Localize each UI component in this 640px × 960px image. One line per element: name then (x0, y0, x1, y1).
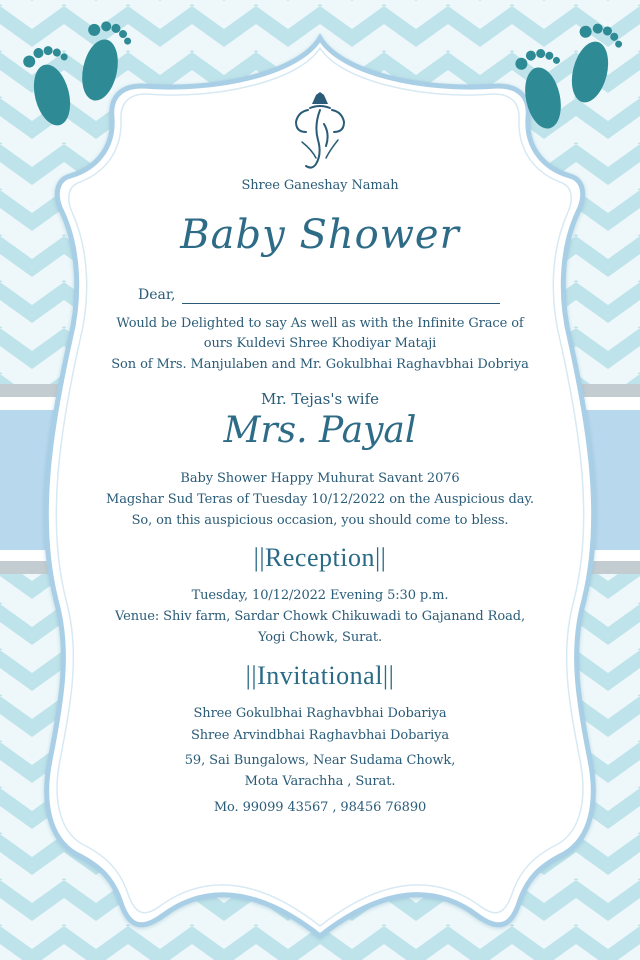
reception-line-1: Tuesday, 10/12/2022 Evening 5:30 p.m. (191, 588, 449, 603)
reception-line-2: Venue: Shiv farm, Sardar Chowk Chikuwadi to Gajanand Road, (115, 609, 525, 624)
muhurat-line-1: Baby Shower Happy Muhurat Savant 2076 (180, 471, 460, 486)
address-line-2: Mota Varachha , Surat. (244, 774, 396, 789)
muhurat-line-3: So, on this auspicious occasion, you should come to bless. (131, 513, 509, 528)
name-blank-line (182, 303, 500, 304)
host-line-1: Shree Gokulbhai Raghavbhai Dobariya (193, 706, 447, 721)
event-title: Baby Shower (180, 212, 460, 258)
reception-line-3: Yogi Chowk, Surat. (257, 630, 383, 645)
intro-line-3: Son of Mrs. Manjulaben and Mr. Gokulbhai Raghavbhai Dobriya (111, 357, 529, 372)
address-line-1: 59, Sai Bungalows, Near Sudama Chowk, (184, 753, 456, 768)
intro-line-1: Would be Delighted to say As well as with the Infinite Grace of (116, 316, 524, 331)
phone-numbers: Mo. 99099 43567 , 98456 76890 (213, 800, 427, 815)
greeting-text: Shree Ganeshay Namah (241, 178, 399, 193)
host-line-2: Shree Arvindbhai Raghavbhai Dobariya (190, 728, 450, 743)
dear-label: Dear, (138, 287, 176, 303)
muhurat-line-2: Magshar Sud Teras of Tuesday 10/12/2022 on the Auspicious day. (106, 492, 534, 507)
invitational-heading: ||Invitational|| (245, 661, 395, 690)
honoree-name: Mrs. Payal (223, 410, 417, 451)
intro-line-2: ours Kuldevi Shree Khodiyar Mataji (203, 336, 437, 351)
reception-heading: ||Reception|| (253, 543, 387, 572)
husband-line: Mr. Tejas's wife (260, 390, 380, 408)
